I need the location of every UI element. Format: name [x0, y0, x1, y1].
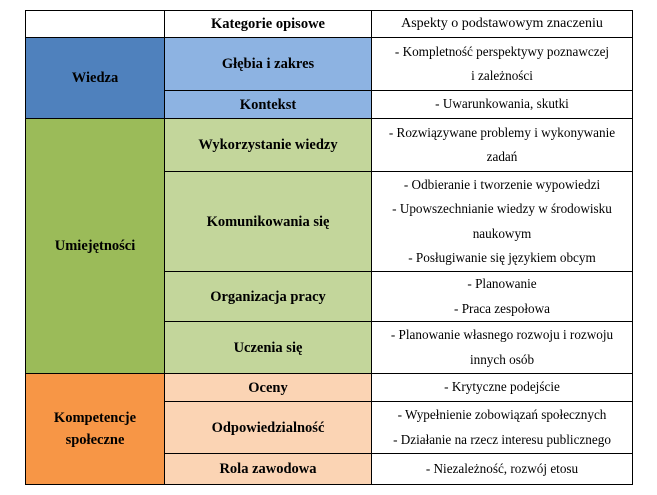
table-row: [26, 119, 633, 172]
aspect-line: - Upowszechnianie wiedzy w środowisku: [392, 201, 612, 216]
category-communication: Komunikowania się: [165, 172, 372, 272]
aspect-line: - Wypełnienie zobowiązań społecznych: [397, 407, 607, 422]
aspect-line: - Odbieranie i tworzenie wypowiedzi: [403, 176, 601, 192]
aspect-line: - Krytyczne podejście: [444, 379, 560, 395]
group-skills: Umiejętności: [26, 119, 165, 374]
aspect-line: zadań: [486, 149, 518, 164]
aspects-assessments: [372, 374, 633, 402]
aspects-professional-role: [372, 454, 633, 485]
aspect-line: innych osób: [469, 351, 535, 367]
group-name-line: Kompetencje: [53, 410, 137, 426]
aspect-line: - Uwarunkowania, skutki: [435, 96, 569, 112]
aspect-line: - Planowanie: [467, 276, 537, 291]
aspect-line: - Praca zespołowa: [454, 300, 550, 316]
aspects-learning: [372, 322, 633, 374]
category-assessments: Oceny: [165, 374, 372, 402]
aspect-line: - Niezależność, rozwój etosu: [425, 460, 579, 476]
header-descriptive-categories: Kategorie opisowe: [165, 11, 372, 38]
aspects-depth-scope: [372, 38, 633, 91]
aspects-responsibility: [372, 402, 633, 454]
aspects-work-organization: [372, 272, 633, 322]
group-name-line: społeczne: [65, 432, 125, 448]
aspect-line: i zależności: [471, 68, 533, 83]
category-learning: Uczenia się: [165, 322, 372, 374]
category-depth-scope: Głębia i zakres: [165, 38, 372, 91]
group-social-competences: [26, 374, 165, 485]
aspect-line: - Działanie na rzecz interesu publicznego: [393, 431, 611, 447]
group-knowledge: Wiedza: [26, 38, 165, 119]
competence-table: [25, 10, 633, 485]
header-key-aspects: Aspekty o podstawowym znaczeniu: [372, 11, 633, 38]
header-empty-cell: [26, 11, 165, 38]
category-context: Kontekst: [165, 91, 372, 119]
aspects-communication: [372, 172, 633, 272]
category-knowledge-use: Wykorzystanie wiedzy: [165, 119, 372, 172]
category-responsibility: Odpowiedzialność: [165, 402, 372, 454]
aspect-line: - Rozwiązywane problemy i wykonywanie: [388, 124, 616, 140]
aspects-context: [372, 91, 633, 119]
aspect-line: naukowym: [472, 225, 532, 241]
aspects-knowledge-use: [372, 119, 633, 172]
table-row: [26, 38, 633, 91]
aspect-line: - Planowanie własnego rozwoju i rozwoju: [390, 327, 614, 342]
header-row: [26, 11, 633, 38]
aspect-line: - Kompletność perspektywy poznawczej: [394, 43, 610, 59]
category-professional-role: Rola zawodowa: [165, 454, 372, 485]
aspect-line: - Posługiwanie się językiem obcym: [408, 250, 596, 265]
table-row: [26, 374, 633, 402]
category-work-organization: Organizacja pracy: [165, 272, 372, 322]
